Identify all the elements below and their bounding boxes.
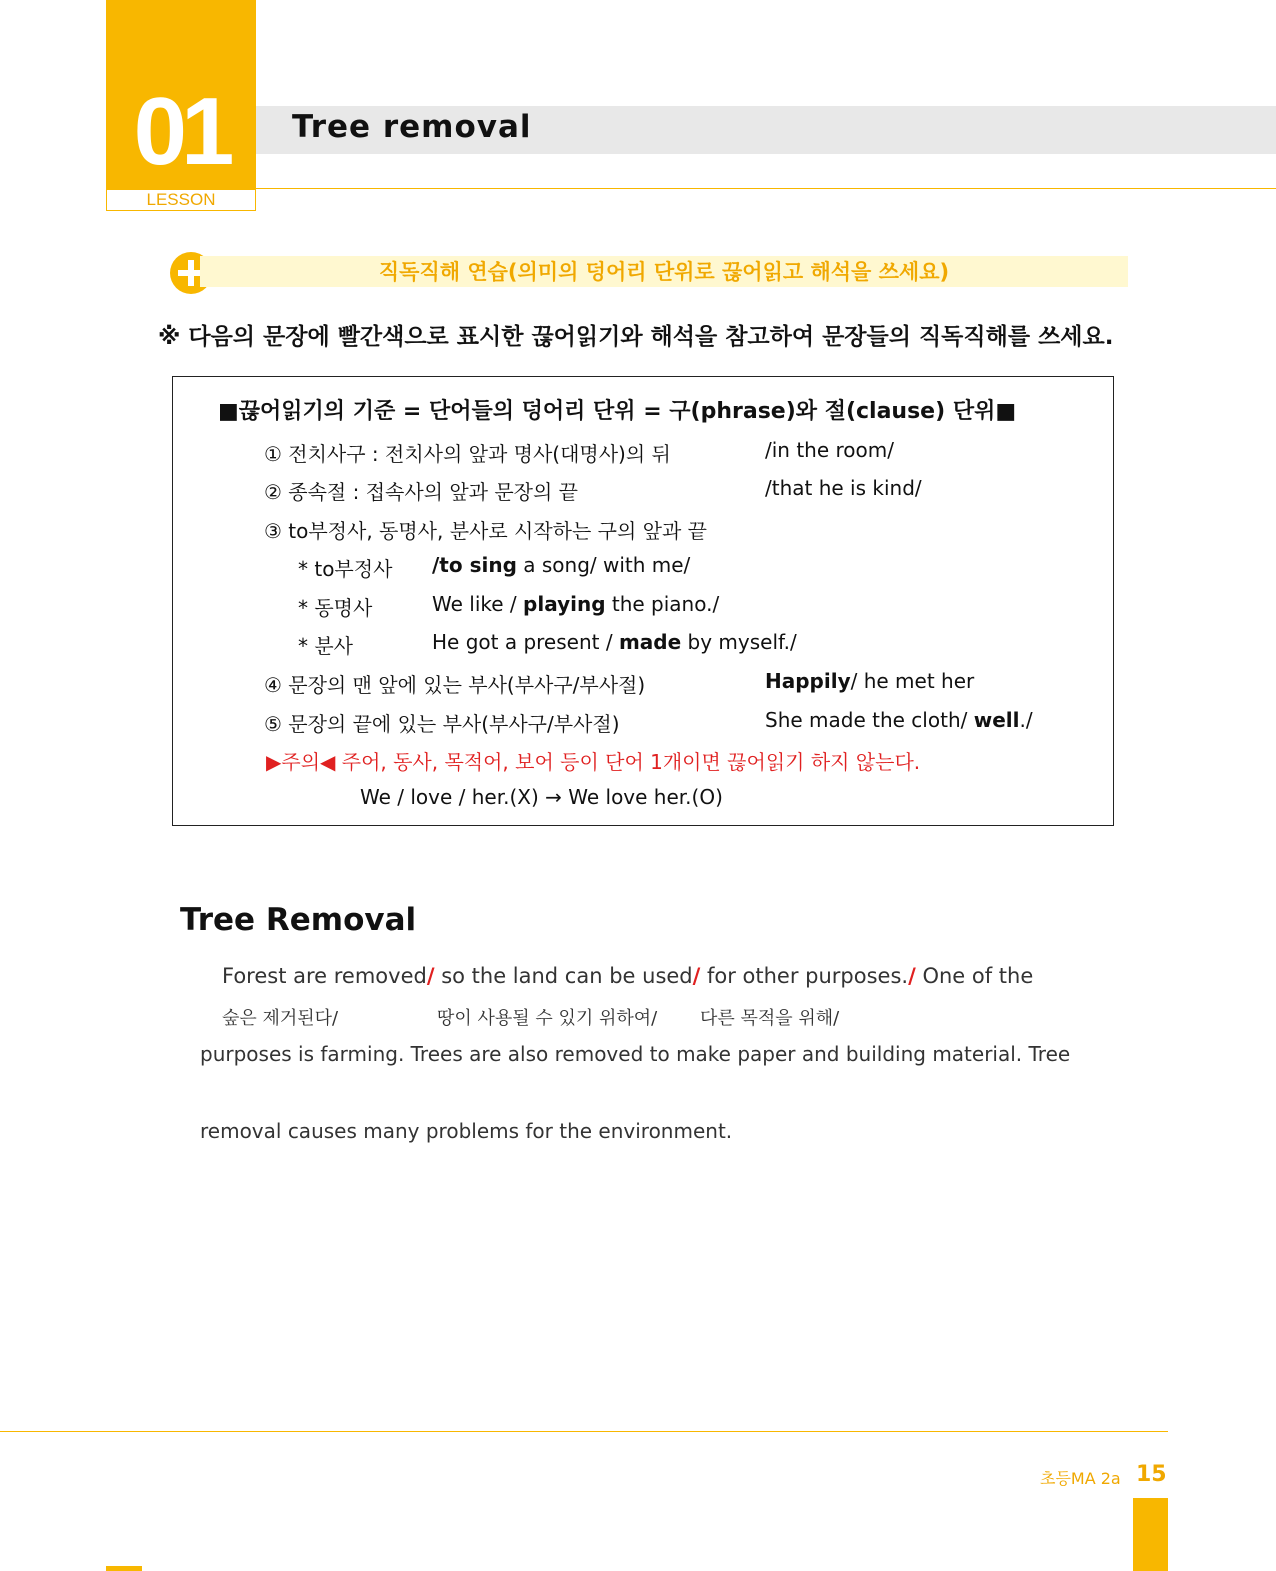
footer-book-title: 초등MA 2a bbox=[1040, 1469, 1121, 1488]
caution-example: We / love / her.(X) → We love her.(O) bbox=[360, 785, 723, 809]
rule-5-example bbox=[765, 708, 1033, 732]
sub-rule-infinitive-label: * to부정사 bbox=[298, 557, 393, 581]
gloss-1: 숲은 제거된다/ bbox=[222, 1008, 339, 1029]
example-start: We like / bbox=[432, 592, 524, 616]
chunk-slash: / bbox=[692, 964, 701, 988]
passage-line-3: removal causes many problems for the environment. bbox=[200, 1119, 733, 1143]
example-rest: / he met her bbox=[850, 669, 975, 693]
rules-box-title: ■끊어읽기의 기준 = 단어들의 덩어리 단위 = 구(phrase)와 절(clause) 단위■ bbox=[218, 399, 1017, 424]
example-bold: Happily bbox=[765, 669, 851, 693]
example-rest: the piano./ bbox=[605, 592, 720, 616]
example-start: She made the cloth/ bbox=[765, 708, 974, 732]
example-bold: /to sing bbox=[432, 553, 517, 577]
chunk-slash: / bbox=[908, 964, 916, 988]
chunk-1: Forest are removed bbox=[222, 964, 427, 988]
rule-4-label: ④ 문장의 맨 앞에 있는 부사(부사구/부사절) bbox=[264, 673, 646, 697]
example-rest: ./ bbox=[1019, 708, 1033, 732]
practice-banner-text: 직독직해 연습(의미의 덩어리 단위로 끊어읽고 해석을 쓰세요) bbox=[378, 260, 950, 284]
rule-1-label: ① 전치사구 : 전치사의 앞과 명사(대명사)의 뒤 bbox=[264, 442, 671, 466]
rule-5-label: ⑤ 문장의 끝에 있는 부사(부사구/부사절) bbox=[264, 712, 620, 736]
example-bold: playing bbox=[523, 592, 606, 616]
rule-3-label: ③ to부정사, 동명사, 분사로 시작하는 구의 앞과 끝 bbox=[264, 519, 707, 543]
sub-rule-gerund-label: * 동명사 bbox=[298, 596, 373, 620]
footer-mark bbox=[106, 1566, 142, 1571]
example-bold: well bbox=[973, 708, 1020, 732]
caution-note: ▶주의◀ 주어, 동사, 목적어, 보어 등이 단어 1개이면 끊어읽기 하지 않는다. bbox=[266, 750, 921, 774]
example-rest: a song/ with me/ bbox=[516, 553, 691, 577]
gloss-2: 땅이 사용될 수 있기 위하여/ bbox=[437, 1008, 658, 1029]
passage-line-2: purposes is farming. Trees are also removed to make paper and building material. Tree bbox=[200, 1042, 1071, 1066]
rule-1-example: /in the room/ bbox=[765, 438, 894, 462]
rule-4-example bbox=[765, 669, 974, 693]
chunk-4: One of the bbox=[915, 964, 1034, 988]
page-title: Tree removal bbox=[292, 109, 532, 145]
page-number: 15 bbox=[1136, 1462, 1167, 1487]
sub-rule-participle-label: * 분사 bbox=[298, 634, 353, 658]
instruction-text: ※ 다음의 문장에 빨간색으로 표시한 끊어읽기와 해석을 참고하여 문장들의 직독직해를 쓰세요. bbox=[158, 324, 1114, 350]
example-rest: by myself./ bbox=[681, 630, 797, 654]
example-start: He got a present / bbox=[432, 630, 619, 654]
chunk-3: for other purposes. bbox=[700, 964, 909, 988]
lesson-badge bbox=[106, 0, 256, 189]
rule-2-label: ② 종속절 : 접속사의 앞과 문장의 끝 bbox=[264, 480, 578, 504]
passage-line-1 bbox=[222, 964, 1033, 988]
example-bold: made bbox=[618, 630, 682, 654]
gloss-3: 다른 목적을 위해/ bbox=[700, 1008, 840, 1029]
sub-rule-participle-example bbox=[432, 630, 797, 654]
chunk-slash: / bbox=[426, 964, 435, 988]
sub-rule-infinitive-example bbox=[432, 553, 690, 577]
chunk-2: so the land can be used bbox=[434, 964, 693, 988]
lesson-number: 01 bbox=[133, 78, 229, 185]
reading-title: Tree Removal bbox=[180, 902, 417, 938]
lesson-label: LESSON bbox=[106, 189, 256, 211]
footer-divider bbox=[0, 1431, 1168, 1432]
sub-rule-gerund-example bbox=[432, 592, 719, 616]
page-tab bbox=[1133, 1498, 1168, 1571]
title-divider bbox=[256, 188, 1276, 189]
rule-2-example: /that he is kind/ bbox=[765, 476, 922, 500]
